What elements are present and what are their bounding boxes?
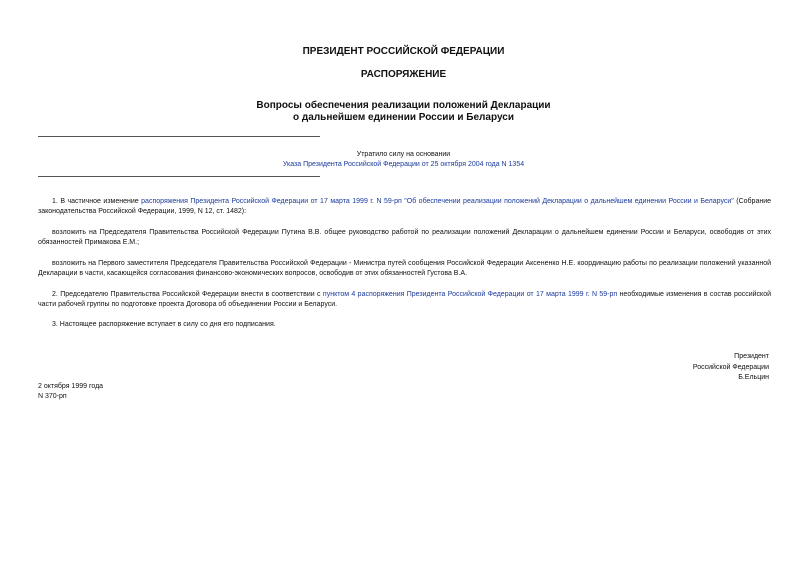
document-title: [0, 100, 807, 124]
document-date-number: [38, 382, 103, 402]
paragraph-3: возложить на Первого заместителя Председателя Правительства Российской Федерации - Министра путей сообщения Российской Федерации Аксененко Н.Е. координацию работы по реализации положений указанной Декларации в части, касающейся согласования финансово-экономических вопросов, освободив от этих обязанностей Густова В.А.: [38, 260, 771, 277]
paragraph-4-prefix: 2. Председателю Правительства Российской Федерации внести в соответствии с: [52, 291, 323, 298]
divider-bottom: [38, 176, 320, 177]
paragraph-4: [38, 290, 771, 310]
divider-top: [38, 136, 320, 137]
document-date: 2 октября 1999 года: [38, 383, 104, 390]
paragraph-1-prefix: 1. В частичное изменение: [52, 198, 142, 205]
signature-title: Президент: [734, 353, 769, 360]
paragraph-1: [38, 197, 771, 217]
order-59rp-item4-link[interactable]: пунктом 4 распоряжения Президента Российской Федерации от 17 марта 1999 г. N 59-рп: [322, 291, 618, 298]
status-note: [0, 150, 807, 170]
paragraph-5: 3. Настоящее распоряжение вступает в силу со дня его подписания.: [52, 321, 276, 328]
title-line-2: о дальнейшем единении России и Беларуси: [293, 112, 514, 123]
order-59rp-link[interactable]: распоряжения Президента Российской Федерации от 17 марта 1999 г. N 59-рп "Об обеспечении реализации положений Декларации о дальнейшем единении России и Беларуси": [141, 198, 734, 205]
paragraph-2: возложить на Председателя Правительства Российской Федерации Путина В.В. общее руководство работой по реализации положений Декларации о дальнейшем единении России и Беларуси, освободив от этих обязанностей Примакова Е.М.;: [38, 229, 771, 246]
repeal-decree-link[interactable]: Указа Президента Российской Федерации от 25 октября 2004 года N 1354: [282, 161, 525, 168]
issuer-heading: ПРЕЗИДЕНТ РОССИЙСКОЙ ФЕДЕРАЦИИ: [302, 46, 505, 57]
signature-block: [693, 352, 769, 384]
paragraph-1-suffix: (Собрание законодательства Российской Федерации, 1999, N 12, ст. 1482):: [38, 198, 772, 215]
paragraph-4-suffix: необходимые изменения в состав российской части рабочей группы по подготовке проекта Договора об объединении России и Беларуси.: [38, 291, 771, 308]
document-type-heading: РАСПОРЯЖЕНИЕ: [360, 69, 447, 80]
signature-name: Б.Ельцин: [738, 374, 769, 381]
status-note-text: Утратило силу на основании: [356, 151, 451, 158]
title-line-1: Вопросы обеспечения реализации положений Декларации: [256, 100, 551, 111]
document-number: N 370-рп: [38, 393, 67, 400]
signature-country: Российской Федерации: [692, 363, 769, 371]
